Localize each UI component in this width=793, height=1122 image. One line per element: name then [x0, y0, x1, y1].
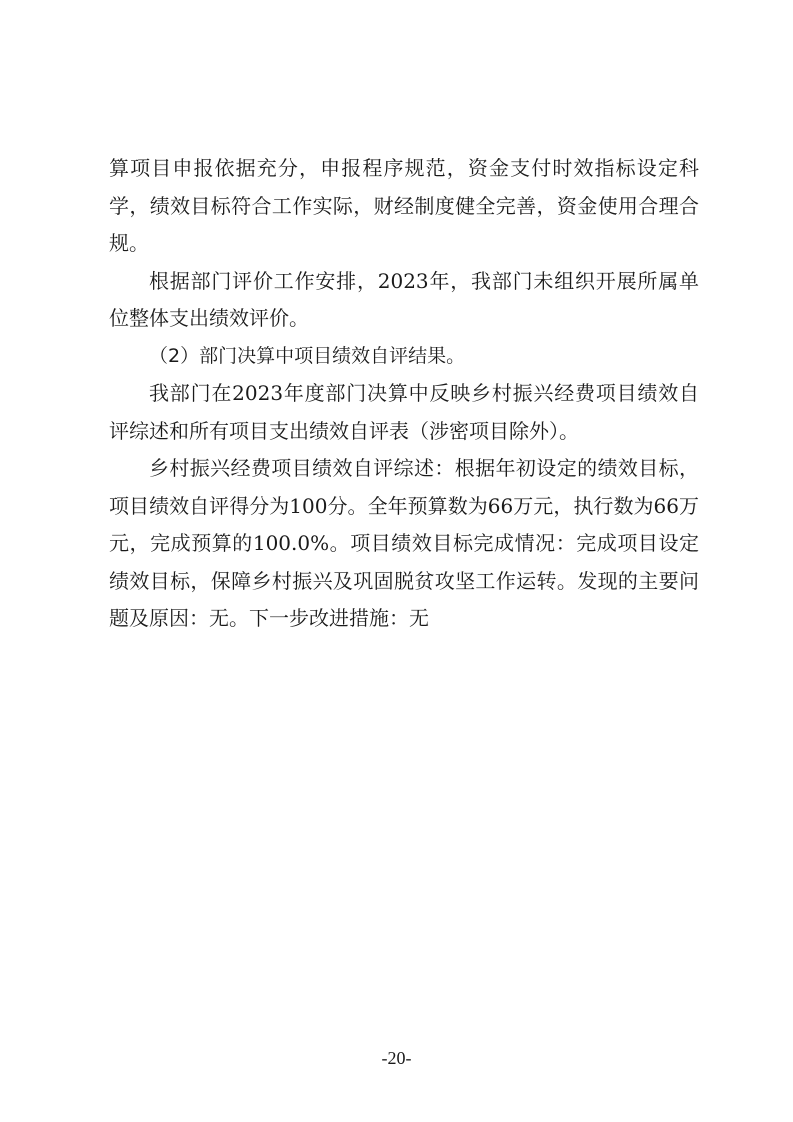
page-number: -20- [381, 1048, 412, 1068]
paragraph-final-accounts: 我部门在2023年度部门决算中反映乡村振兴经费项目绩效自评综述和所有项目支出绩效自评表（涉密项目除外）。 [109, 381, 699, 443]
section-subheading: （2）部门决算中项目绩效自评结果。 [149, 344, 466, 367]
paragraph-rural-revitalization-summary: 乡村振兴经费项目绩效自评综述：根据年初设定的绩效目标，项目绩效自评得分为100分。全年预算数为66万元，执行数为66万元，完成预算的100.0%。项目绩效目标完成情况：完成项目设定绩效目标，保障乡村振兴及巩固脱贫攻坚工作运转。发现的主要问题及原因：无。下一步改进措施：无 [109, 456, 699, 630]
paragraph-evaluation-arrangement: 根据部门评价工作安排，2023年，我部门未组织开展所属单位整体支出绩效评价。 [109, 268, 699, 330]
document-body [109, 150, 699, 638]
paragraph-continuation: 算项目申报依据充分，申报程序规范，资金支付时效指标设定科学，绩效目标符合工作实际，财经制度健全完善，资金使用合理合规。 [109, 156, 699, 255]
